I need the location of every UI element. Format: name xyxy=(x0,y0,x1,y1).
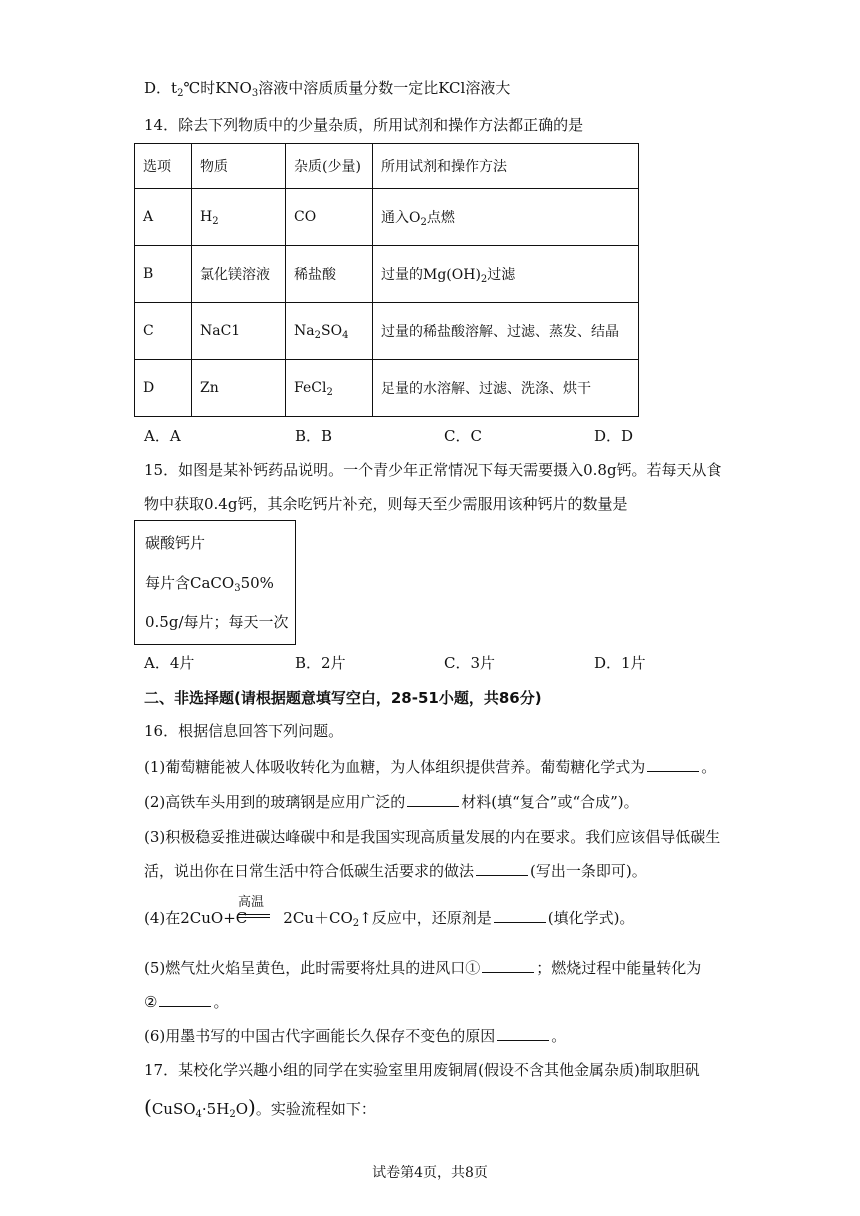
answer-blank[interactable] xyxy=(482,958,534,973)
q14-option-d: D．D xyxy=(594,427,634,445)
q15-stem-line1: 15．如图是某补钙药品说明。一个青少年正常情况下每天需要摄入0.8g钙。若每天从食 xyxy=(144,461,722,479)
table-header-row xyxy=(135,144,639,189)
table-row xyxy=(135,246,639,303)
method-cell: 过量的$Mg(OH)_2$过滤 xyxy=(373,246,639,303)
header-cell: 选项 xyxy=(135,144,192,189)
q16-part1: (1)葡萄糖能被人体吸收转化为血糖，为人体组织提供营养。葡萄糖化学式为 。 xyxy=(144,758,717,776)
impurity-cell: FeCl$_2$ xyxy=(286,360,373,417)
q16-part4: (4)在2CuO+C $2Cu+CO_2↑$反应中，还原剂是 (填化学式)。 xyxy=(144,909,635,929)
q15-option-c: C．3片 xyxy=(444,654,496,672)
answer-blank[interactable] xyxy=(497,1026,549,1041)
subscript: 3 xyxy=(251,88,259,99)
box-line: 每片含CaCO$_3$50% xyxy=(145,574,274,594)
q16-part6: (6)用墨书写的中国古代字画能长久保存不变色的原因 。 xyxy=(144,1027,567,1045)
q16-part5-line2: ② 。 xyxy=(144,993,229,1011)
q16-part3-line2: 活，说出你在日常生活中符合低碳生活要求的做法 (写出一条即可)。 xyxy=(144,862,647,880)
method-cell: 过量的稀盐酸溶解、过滤、蒸发、结晶 xyxy=(373,303,639,360)
q14-option-a: A．A xyxy=(144,427,181,445)
answer-blank[interactable] xyxy=(159,992,211,1007)
q16-part5-line1: (5)燃气灶火焰呈黄色，此时需要将灶具的进风口① ；燃烧过程中能量转化为 xyxy=(144,959,702,977)
substance-cell: NaC1 xyxy=(192,303,286,360)
substance-cell: Zn xyxy=(192,360,286,417)
q17-line2: $(CuSO_4\cdot 5H_2O)$。实验流程如下： xyxy=(144,1095,376,1120)
text: 溶液中溶质质量分数一定比KCl溶液大 xyxy=(258,79,511,97)
q15-option-d: D．1片 xyxy=(594,654,646,672)
table-row xyxy=(135,303,639,360)
impurity-cell: $Na_2SO_4$ xyxy=(286,303,373,360)
q13-option-d xyxy=(144,78,510,98)
subscript: 2 xyxy=(177,88,184,99)
calcium-tablet-label-box xyxy=(134,520,296,645)
q16-stem: 16．根据信息回答下列问题。 xyxy=(144,722,344,740)
reaction-equals-sign xyxy=(238,914,270,918)
substance-cell: $H_2$ xyxy=(192,189,286,246)
table-row xyxy=(135,360,639,417)
header-cell: 杂质(少量) xyxy=(286,144,373,189)
q14-table xyxy=(134,143,639,417)
box-line: 碳酸钙片 xyxy=(145,534,206,552)
option-cell: A xyxy=(135,189,192,246)
method-cell: 足量的水溶解、过滤、洗涤、烘干 xyxy=(373,360,639,417)
q16-part3-line1: (3)积极稳妥推进碳达峰碳中和是我国实现高质量发展的内在要求。我们应该倡导低碳生 xyxy=(144,828,721,846)
q15-stem-line2: 物中获取0.4g钙，其余吃钙片补充，则每天至少需服用该种钙片的数量是 xyxy=(144,495,628,513)
page-footer: 试卷第4页，共8页 xyxy=(372,1165,488,1181)
answer-blank[interactable] xyxy=(476,861,528,876)
q15-option-a: A．4片 xyxy=(144,654,195,672)
header-cell: 物质 xyxy=(192,144,286,189)
q14-option-b: B．B xyxy=(295,427,333,445)
answer-blank[interactable] xyxy=(647,757,699,772)
table-row xyxy=(135,189,639,246)
impurity-cell: CO xyxy=(286,189,373,246)
q17-line1: 17．某校化学兴趣小组的同学在实验室里用废铜屑(假设不含其他金属杂质)制取胆矾 xyxy=(144,1061,700,1079)
q15-option-b: B．2片 xyxy=(295,654,346,672)
answer-blank[interactable] xyxy=(407,792,459,807)
option-cell: C xyxy=(135,303,192,360)
text: D．t xyxy=(144,79,178,97)
section-title: 二、非选择题(请根据题意填写空白，28-51小题，共86分) xyxy=(144,689,542,707)
text: ℃时KNO xyxy=(183,79,252,97)
answer-blank[interactable] xyxy=(494,908,546,923)
substance-cell: 氯化镁溶液 xyxy=(192,246,286,303)
reaction-condition: 高温 xyxy=(238,895,265,910)
q14-option-c: C．C xyxy=(444,427,482,445)
method-cell: 通入$O_2$点燃 xyxy=(373,189,639,246)
q16-part2: (2)高铁车头用到的玻璃钢是应用广泛的 材料(填“复合”或“合成”)。 xyxy=(144,793,639,811)
box-line: 0.5g/每片；每天一次 xyxy=(145,613,289,631)
option-cell: B xyxy=(135,246,192,303)
header-cell: 所用试剂和操作方法 xyxy=(373,144,639,189)
impurity-cell: 稀盐酸 xyxy=(286,246,373,303)
option-cell: D xyxy=(135,360,192,417)
q14-stem: 14．除去下列物质中的少量杂质，所用试剂和操作方法都正确的是 xyxy=(144,116,584,134)
